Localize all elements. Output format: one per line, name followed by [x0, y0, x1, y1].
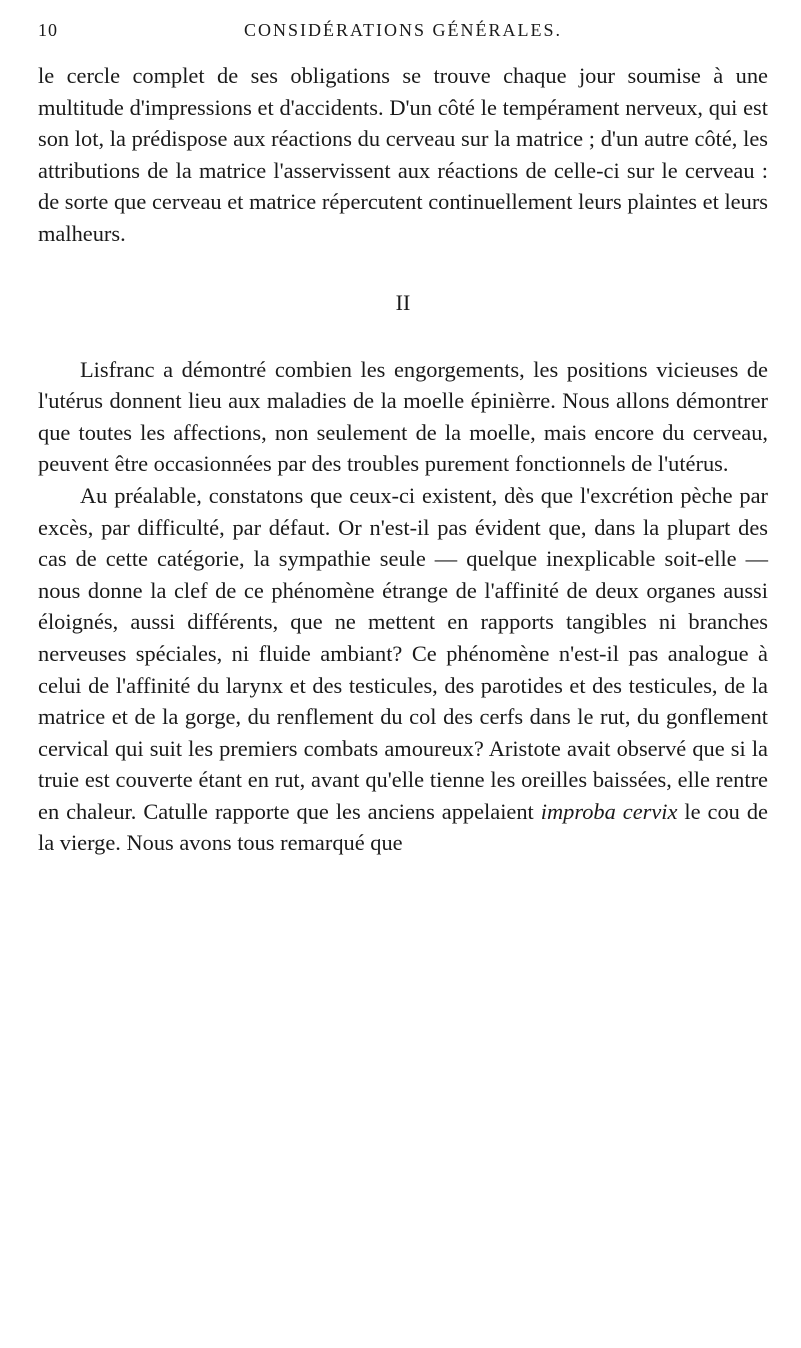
paragraph-text: Au préalable, constatons que ceux-ci existent, dès que l'excrétion pèche par excès, par difficulté, par défaut. Or n'est-il pas évident que, dans la plupart des cas de cette catégorie, la sympathie seule — quelque inexplicable soit-elle — nous donne la clef de ce phénomène étrange de l'affinité de deux organes aussi éloignés, aussi différents, que ne mettent en rapports tangibles ni branches nerveuses spéciales, ni fluide ambiant? Ce phénomène n'est-il pas analogue à celui de l'affinité du larynx et des testicules, des parotides et des testicules, de la matrice et de la gorge, du renflement du col des cerfs dans le rut, du gonflement cervical qui suit les premiers combats amoureux? Aristote avait observé que si la truie est couverte étant en rut, avant qu'elle tienne les oreilles baissées, elle rentre en chaleur. Catulle rapporte que les anciens appelaient: [38, 482, 768, 824]
paragraph-continued: le cercle complet de ses obligations se trouve chaque jour soumise à une multitude d'impressions et d'accidents. D'un côté le tempérament nerveux, qui est son lot, la prédispose aux réactions du cerveau sur la matrice ; d'un autre côté, les attributions de la matrice l'asservissent aux réactions de celle-ci sur le cerveau : de sorte que cerveau et matrice répercutent continuellement leurs plaintes et leurs malheurs.: [38, 63, 768, 246]
running-title: CONSIDÉRATIONS GÉNÉRALES.: [243, 20, 562, 40]
section-heading: II: [395, 289, 411, 315]
paragraph-text-end: le cou de la vierge. Nous avons tous remarqué que: [38, 798, 768, 856]
document-page: [38, 0, 768, 859]
page-number: 10: [38, 20, 58, 40]
page-header: [38, 20, 768, 56]
paragraph-prealable: [38, 480, 768, 859]
latin-phrase: improba cervix: [540, 798, 678, 824]
paragraph-lisfranc: Lisfranc a démontré combien les engorgements, les positions vicieuses de l'utérus donnent lieu aux maladies de la moelle épinièrre. Nous allons démontrer que toutes les affections, non seulement de la moelle, mais encore du cerveau, peuvent être occasionnées par des troubles purement fonctionnels de l'utérus.: [38, 356, 768, 477]
